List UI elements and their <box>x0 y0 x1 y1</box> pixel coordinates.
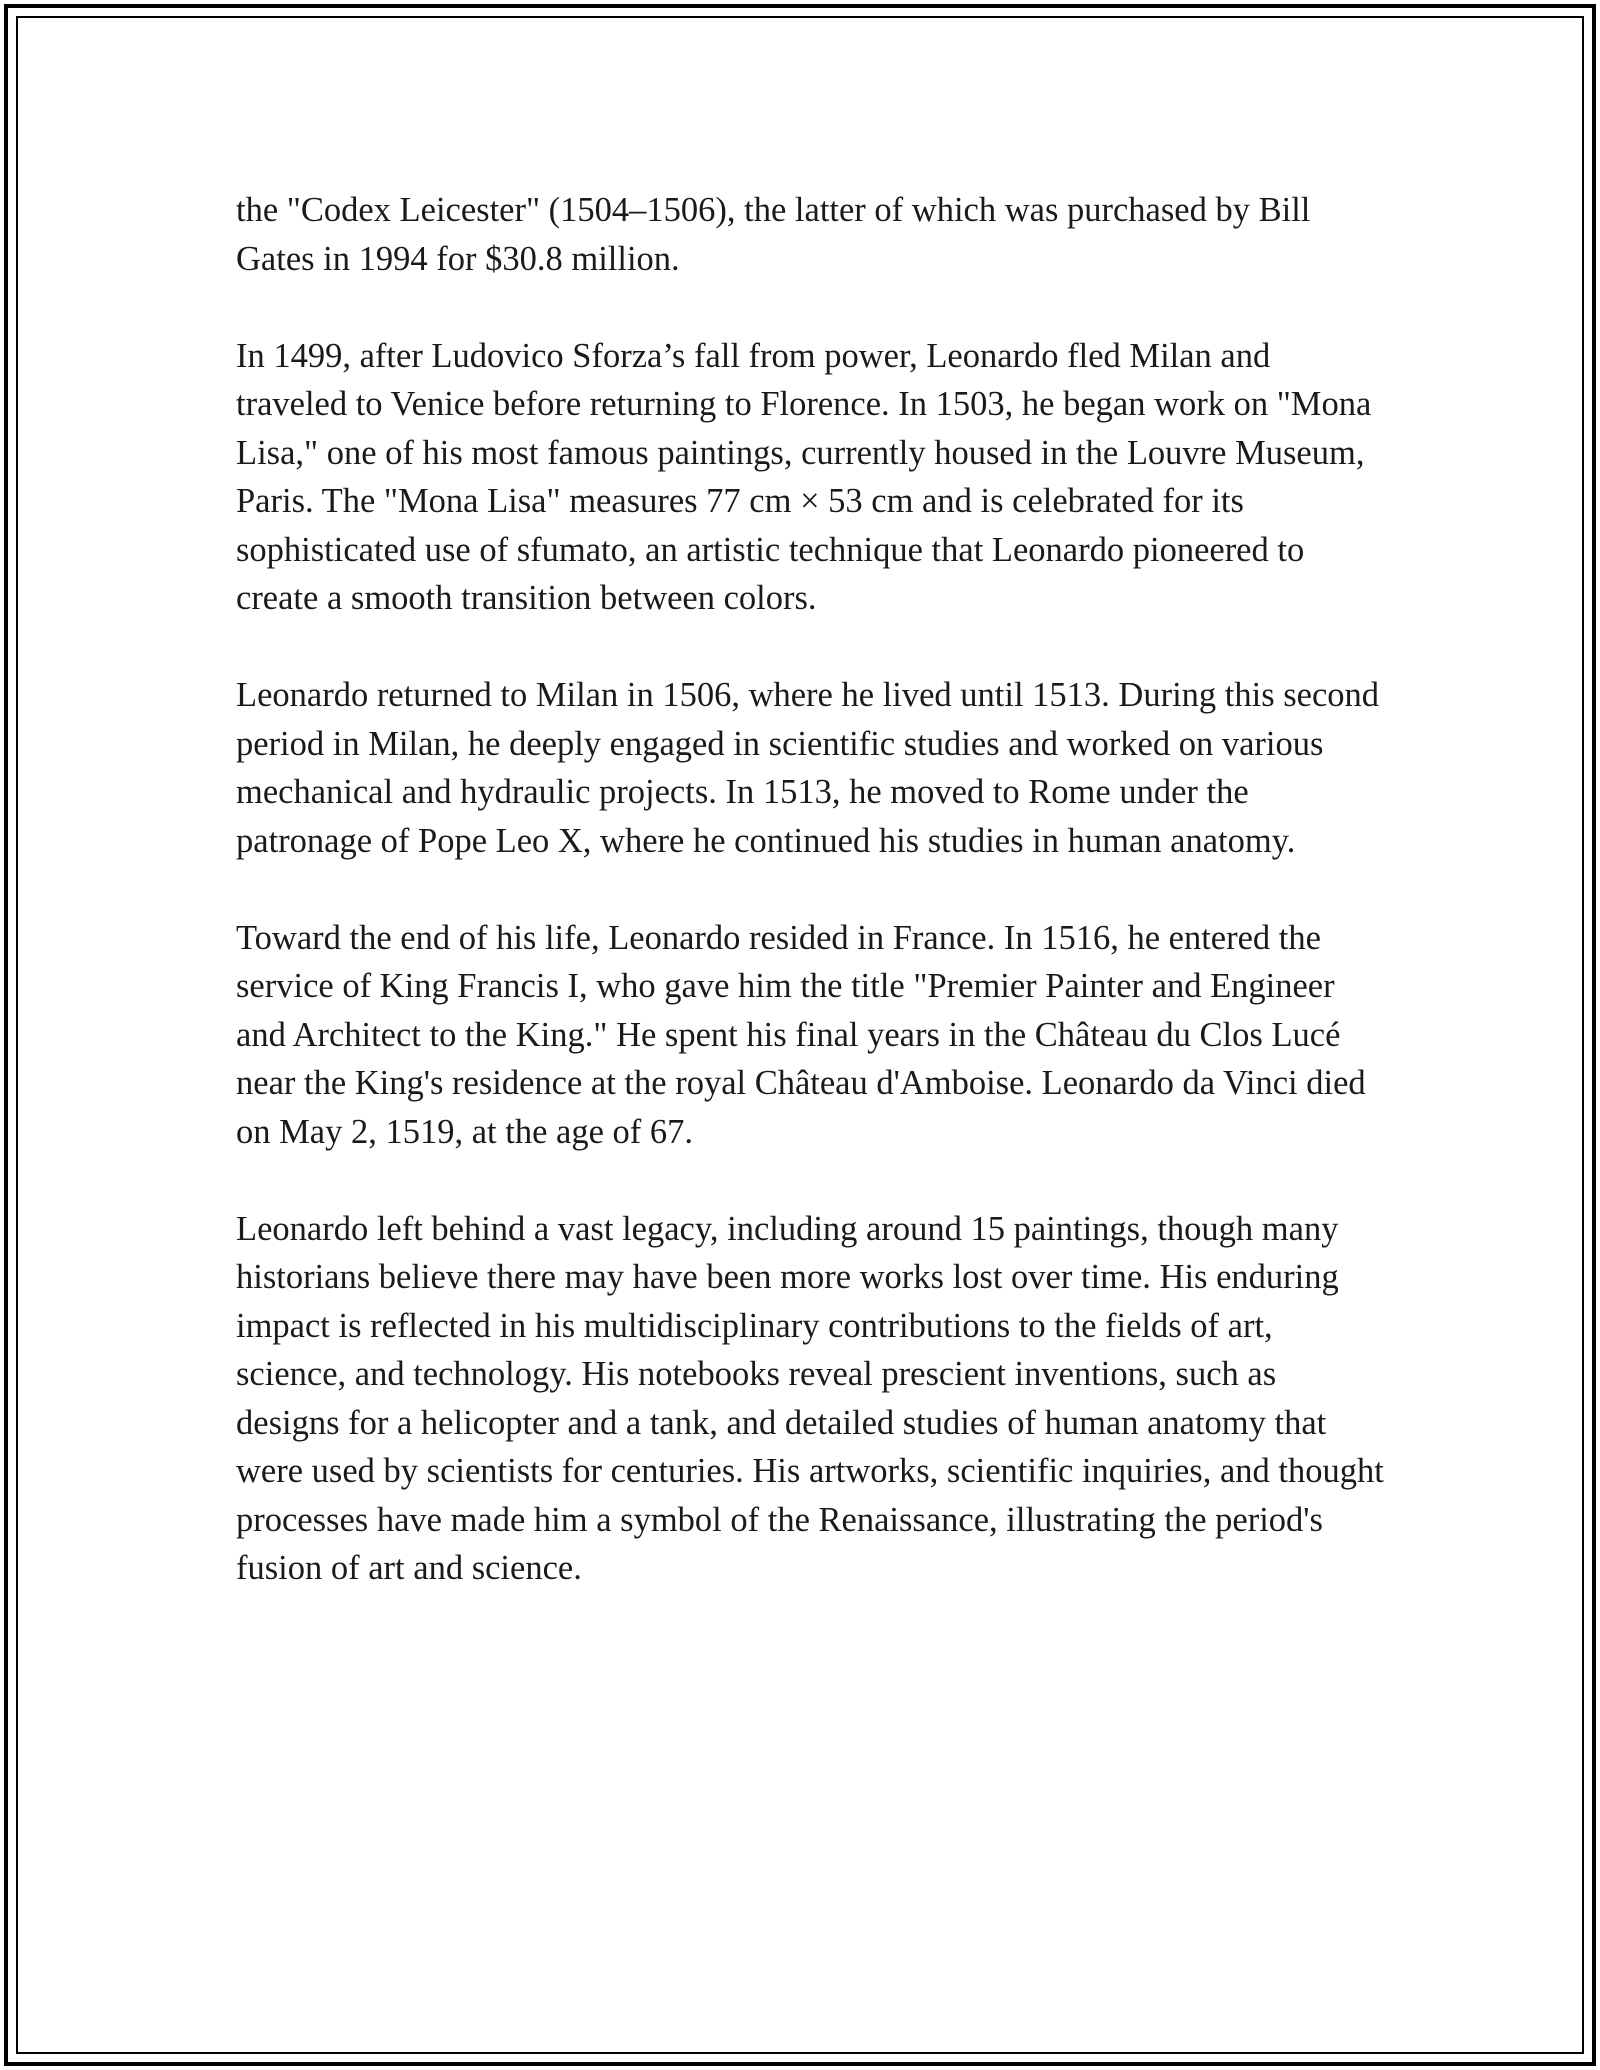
paragraph-legacy: Leonardo left behind a vast legacy, including around 15 paintings, though many historians believe there may have been more works lost over time. His enduring impact is reflected in his multidisciplinary contributions to the fields of art, science, and technology. His notebooks reveal prescient inventions, such as designs for a helicopter and a tank, and detailed studies of human anatomy that were used by scientists for centuries. His artworks, scientific inquiries, and thought processes have made him a symbol of the Renaissance, illustrating the period's fusion of art and science. <box>236 1209 1384 1587</box>
paragraph-return-to-milan: Leonardo returned to Milan in 1506, where he lived until 1513. During this second period in Milan, he deeply engaged in scientific studies and worked on various mechanical and hydraulic projects. In 1513, he moved to Rome under the patronage of Pope Leo X, where he continued his studies in human anatomy. <box>236 676 1380 860</box>
paragraph-mona-lisa: In 1499, after Ludovico Sforza’s fall from power, Leonardo fled Milan and traveled to Venice before returning to Florence. In 1503, he began work on "Mona Lisa," one of his most famous paintings, currently housed in the Louvre Museum, Paris. The "Mona Lisa" measures 77 cm × 53 cm and is celebrated for its sophisticated use of sfumato, an artistic technique that Leonardo pioneered to create a smooth transition between colors. <box>236 336 1372 617</box>
paragraph-codex-leicester: the "Codex Leicester" (1504–1506), the latter of which was purchased by Bill Gates in 1994 for $30.8 million. <box>236 191 1311 278</box>
paragraph-france: Toward the end of his life, Leonardo resided in France. In 1516, he entered the service of King Francis I, who gave him the title "Premier Painter and Engineer and Architect to the King." He spent his final years in the Château du Clos Lucé near the King's residence at the royal Château d'Amboise. Leonardo da Vinci died on May 2, 1519, at the age of 67. <box>236 918 1366 1151</box>
document-body <box>236 186 1386 1593</box>
